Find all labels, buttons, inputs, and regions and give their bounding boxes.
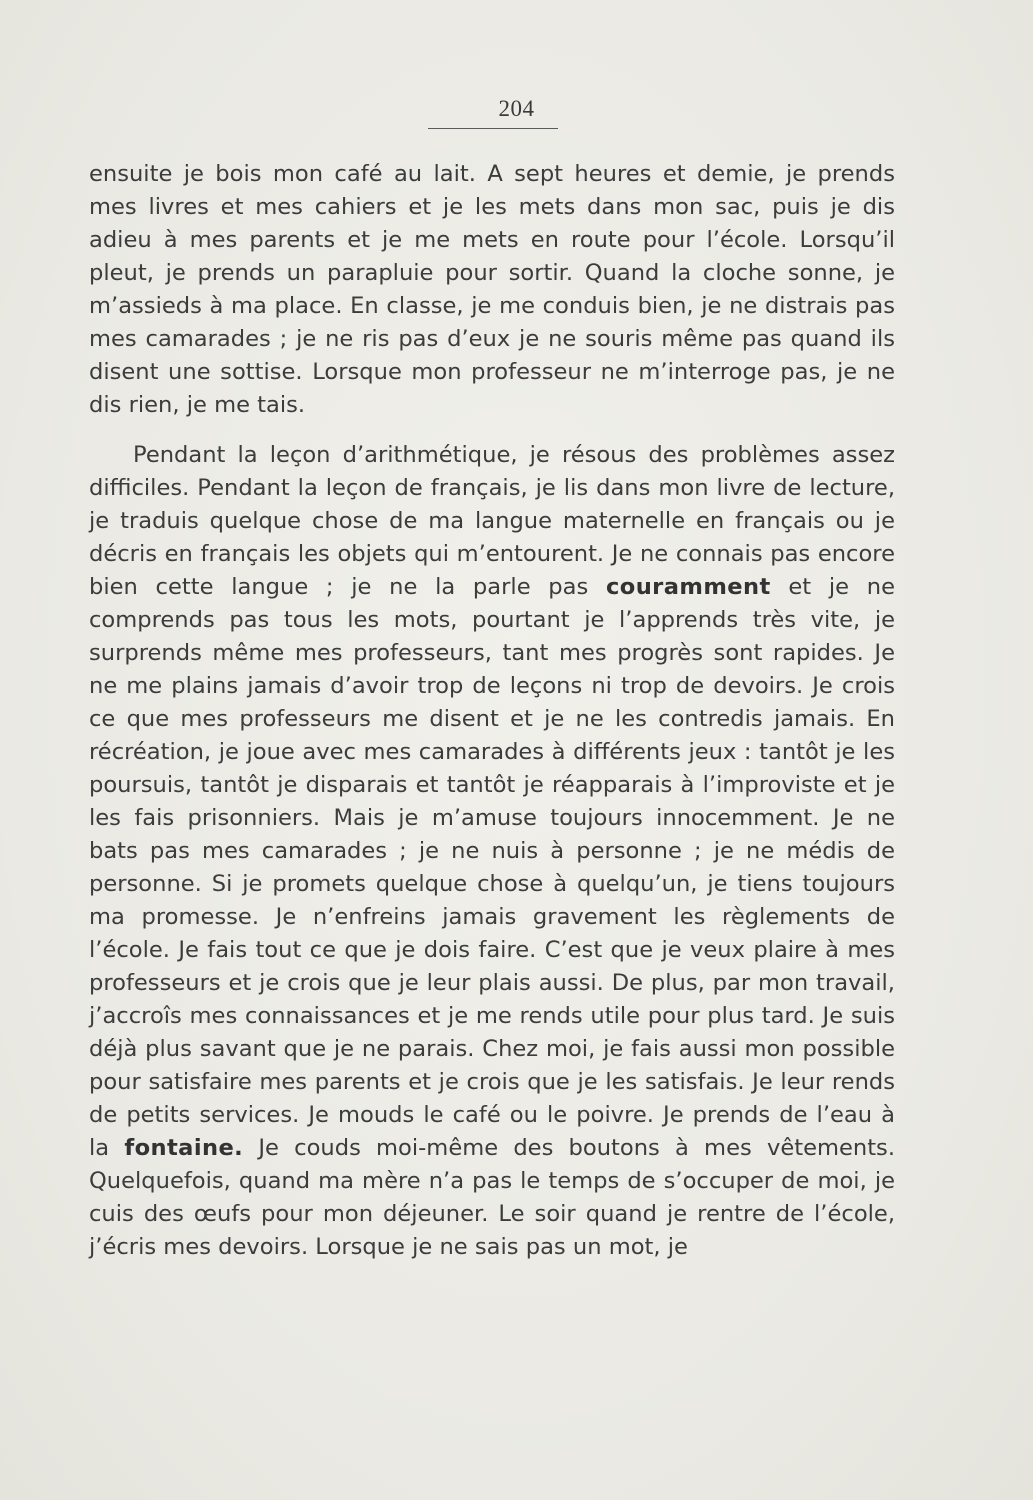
paragraph-1-text: ensuite je bois mon café au lait. A sept heures et demie, je prends mes livres et mes cahiers et je les mets dans mon sac, puis je dis adieu à mes parents et je me mets en route pour l’école. Lorsqu’il pleut, je prends un parapluie pour sortir. Quand la cloche sonne, je m’assieds à ma place. En classe, je me conduis bien, je ne distrais pas mes camarades ; je ne ris pas d’eux je ne souris même pas quand ils disent une sottise. Lorsque mon professeur ne m’interroge pas, je ne dis rien, je me tais. bbox=[89, 161, 895, 418]
paragraph-2-text-b: et je ne comprends pas tous les mots, pourtant je l’apprends très vite, je surprends même mes professeurs, tant mes progrès sont rapides. Je ne me plains jamais d’avoir trop de leçons ni trop de devoirs. Je crois ce que mes professeurs me disent et je ne les contredis jamais. En récréation, je joue avec mes camarades à différents jeux : tantôt je les poursuis, tantôt je disparais et tantôt je réapparais à l’improviste et je les fais prisonniers. Mais je m’amuse toujours innocemment. Je ne bats pas mes camarades ; je ne nuis à personne ; je ne médis de personne. Si je promets quelque chose à quelqu’un, je tiens toujours ma promesse. Je n’enfreins jamais gravement les règlements de l’école. Je fais tout ce que je dois faire. C’est que je veux plaire à mes professeurs et je crois que je leur plais aussi. De plus, par mon travail, j’accroîs mes connaissances et je me rends utile pour plus tard. Je suis déjà plus savant que je ne parais. Chez moi, je fais aussi mon possible pour satisfaire mes parents et je crois que je les satisfais. Je leur rends de petits services. Je mouds le café ou le poivre. Je prends de l’eau à la bbox=[89, 574, 895, 1161]
header-rule bbox=[428, 128, 558, 129]
keyword-fontaine: fontaine. bbox=[124, 1135, 244, 1161]
keyword-couramment: couramment bbox=[605, 574, 771, 600]
body-text bbox=[89, 158, 895, 1264]
paragraph-2 bbox=[89, 439, 895, 1264]
paragraph-1 bbox=[89, 158, 895, 422]
page-number: 204 bbox=[498, 96, 535, 121]
paragraph-2-text-a: Pendant la leçon d’arithmétique, je résous des problèmes assez difficiles. Pendant la leçon de français, je lis dans mon livre de lecture, je traduis quelque chose de ma langue maternelle en français ou je décris en français les objets qui m’entourent. Je ne connais pas encore bien cette langue ; je ne la parle pas bbox=[89, 442, 895, 600]
paragraph-2-text-c: Je couds moi-même des boutons à mes vêtements. Quelquefois, quand ma mère n’a pas le temps de s’occuper de moi, je cuis des œufs pour mon déjeuner. Le soir quand je rentre de l’école, j’écris mes devoirs. Lorsque je ne sais pas un mot, je bbox=[89, 1135, 896, 1260]
